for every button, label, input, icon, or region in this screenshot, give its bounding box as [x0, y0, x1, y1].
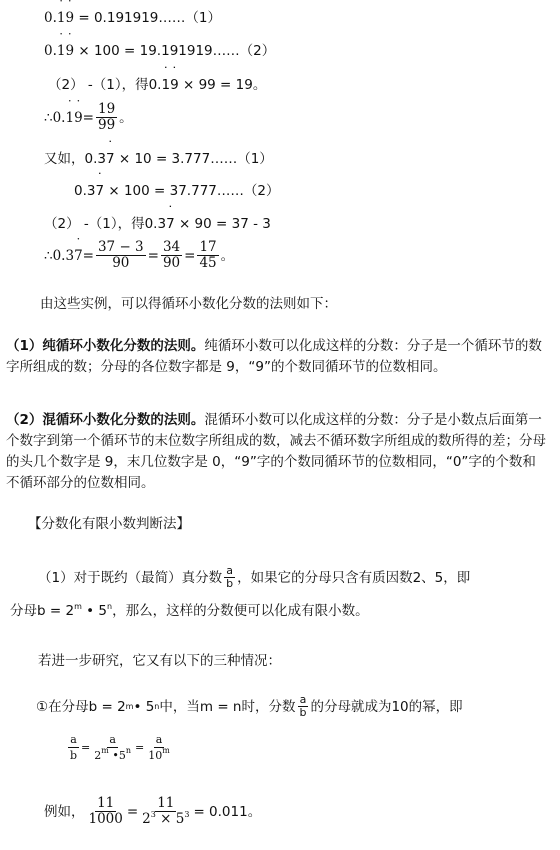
text: = [147, 247, 159, 264]
text: 0.3 [74, 183, 96, 199]
text: （2） -（1），得0. [48, 77, 162, 93]
denominator: 45 [199, 255, 217, 271]
text: = [81, 740, 91, 754]
text: 例如， [44, 803, 85, 820]
repeating-digit: ˙ 7 [95, 182, 104, 200]
text: = [82, 247, 94, 264]
fraction [161, 240, 182, 271]
fraction [197, 240, 218, 271]
denominator: b [299, 706, 307, 719]
fraction [297, 694, 308, 719]
repeating-digit: ˙ 9 [74, 109, 83, 127]
denominator: 99 [97, 117, 116, 133]
exponent: 3 [150, 810, 156, 819]
repeating-digit: ˙ 1 [161, 76, 170, 94]
fraction [224, 565, 235, 590]
paragraph-1 [38, 565, 470, 590]
repeating-digit: ˙ 9 [170, 76, 179, 94]
text: × 90 = 37 - 3 [174, 216, 271, 232]
fraction [96, 102, 117, 133]
fraction [68, 732, 79, 763]
text: = [82, 109, 94, 126]
rule-1-paragraph [6, 336, 548, 378]
text: 又如，0.3 [44, 151, 106, 167]
numerator: 37 − 3 [97, 239, 144, 255]
text: 2 [142, 811, 151, 827]
numerator: a [299, 693, 307, 706]
fraction [96, 240, 146, 271]
text: = 0.011。 [193, 803, 262, 820]
denominator [92, 748, 133, 763]
fraction [92, 732, 133, 763]
text: = 0.191919……（1） [74, 10, 221, 26]
text: = [135, 740, 145, 754]
text: 0. [44, 43, 57, 59]
text: （1）对于既约（最简）真分数 [38, 569, 223, 586]
text: 2 [94, 749, 102, 762]
denominator [146, 748, 172, 763]
repeating-digit: ˙ 7 [74, 247, 83, 265]
text: （2） -（1），得0.3 [44, 216, 167, 232]
denominator: b [226, 577, 234, 590]
repeating-digit: ˙ 1 [57, 9, 66, 27]
text: ，如果它的分母只含有质因数2、5，即 [237, 569, 471, 586]
repeating-digit: ˙ 9 [65, 9, 74, 27]
text: 分母b = 2 [10, 603, 75, 619]
numerator: 11 [97, 795, 115, 811]
text: • 5 [133, 698, 155, 715]
numerator: a [155, 733, 163, 746]
equation-powers-of-ten [66, 732, 174, 763]
numerator: 11 [157, 795, 175, 811]
text: ①在分母b = 2 [36, 698, 126, 715]
paragraph-3: ①在分母b = 2 m • 5 n 中，当m = n时，分数 $\frac{a}{b}$ 的分母就成为10的幂，即 [36, 693, 463, 719]
rule-2-body: 混循环小数可以化成这样的分数：分子是小数点后面第一个数字到第一个循环节的末位数字所组成的数，减去不循环数字所组成的数所得的差；分母的头几个数字是 9，末几位数字是 0，“9”字的个数同循环节的位数相同，“0”字的个数和不循环部分的位数相同。 [6, 412, 546, 491]
text: 0. [44, 10, 57, 26]
denominator: 90 [112, 255, 130, 271]
fraction [87, 796, 125, 827]
denominator: 1000 [88, 811, 123, 827]
text: •5 [108, 749, 126, 762]
repeating-digit: ˙ 1 [57, 42, 66, 60]
denominator: b [70, 749, 78, 762]
rule-2-paragraph [6, 410, 548, 494]
fraction [146, 732, 172, 763]
numerator: 34 [162, 239, 181, 255]
paragraph-2: 若进一步研究，它又有以下的三种情况： [38, 653, 281, 669]
repeating-digit: ˙ 7 [166, 215, 175, 233]
text: • 5 [81, 603, 107, 619]
denominator: 90 [162, 255, 181, 271]
equation-line-6 [74, 182, 279, 200]
exponent: m [74, 602, 82, 611]
text: × 10 = 3.777……（1） [114, 151, 273, 167]
text: 。 [119, 109, 133, 126]
numerator: 17 [199, 239, 217, 255]
rule-1-title: （1）纯循环小数化分数的法则。 [6, 338, 205, 354]
fraction [140, 796, 191, 827]
section-heading: 【分数化有限小数判断法】 [28, 516, 190, 532]
exponent: 3 [184, 810, 190, 819]
text: = [126, 803, 139, 820]
numerator: 19 [97, 101, 116, 117]
numerator: a [226, 564, 233, 577]
exponent: n [125, 746, 131, 755]
repeating-digit: ˙ 1 [65, 109, 74, 127]
rule-2-title: （2）混循环小数化分数的法则。 [6, 412, 205, 428]
text: × 5 [155, 811, 185, 827]
rule-1-body: 纯循环小数可以化成这样的分数：分子是一个循环节的数字所组成的数；分母的各位数字都是 9，“9”的个数同循环节的位数相同。 [6, 338, 542, 375]
intro-text: 由这些实例，可以得循环小数化分数的法则如下： [40, 296, 337, 312]
numerator: a [70, 733, 77, 746]
equation-line-7 [44, 215, 271, 233]
exponent: n [107, 602, 113, 611]
equation-line-5 [44, 150, 273, 168]
equation-line-8 [44, 240, 234, 271]
text: = [184, 247, 196, 264]
text: 中，当m = n时，分数 [159, 698, 296, 715]
text: 。 [220, 247, 235, 264]
text: 10 [148, 749, 163, 762]
repeating-digit: ˙ 9 [65, 42, 74, 60]
equation-line-4 [44, 102, 133, 133]
equation-line-1 [44, 9, 221, 27]
repeating-digit: ˙ 7 [106, 150, 115, 168]
text: ∴0. [44, 109, 66, 126]
paragraph-1-continued [10, 602, 369, 620]
text: × 100 = 37.777……（2） [104, 183, 280, 199]
equation-line-3 [48, 76, 266, 94]
denominator [140, 812, 191, 827]
numerator: a [109, 733, 116, 746]
text: × 99 = 19。 [178, 77, 267, 93]
exponent: m [101, 746, 109, 755]
text: ∴0.3 [44, 247, 75, 264]
text: 的分母就成为10的幂，即 [310, 698, 463, 715]
equation-line-2 [44, 42, 275, 60]
text: ，那么，这样的分数便可以化成有限小数。 [112, 603, 369, 619]
example-equation [44, 796, 261, 827]
exponent: m [162, 746, 170, 755]
text: × 100 = 19.191919……（2） [74, 43, 276, 59]
